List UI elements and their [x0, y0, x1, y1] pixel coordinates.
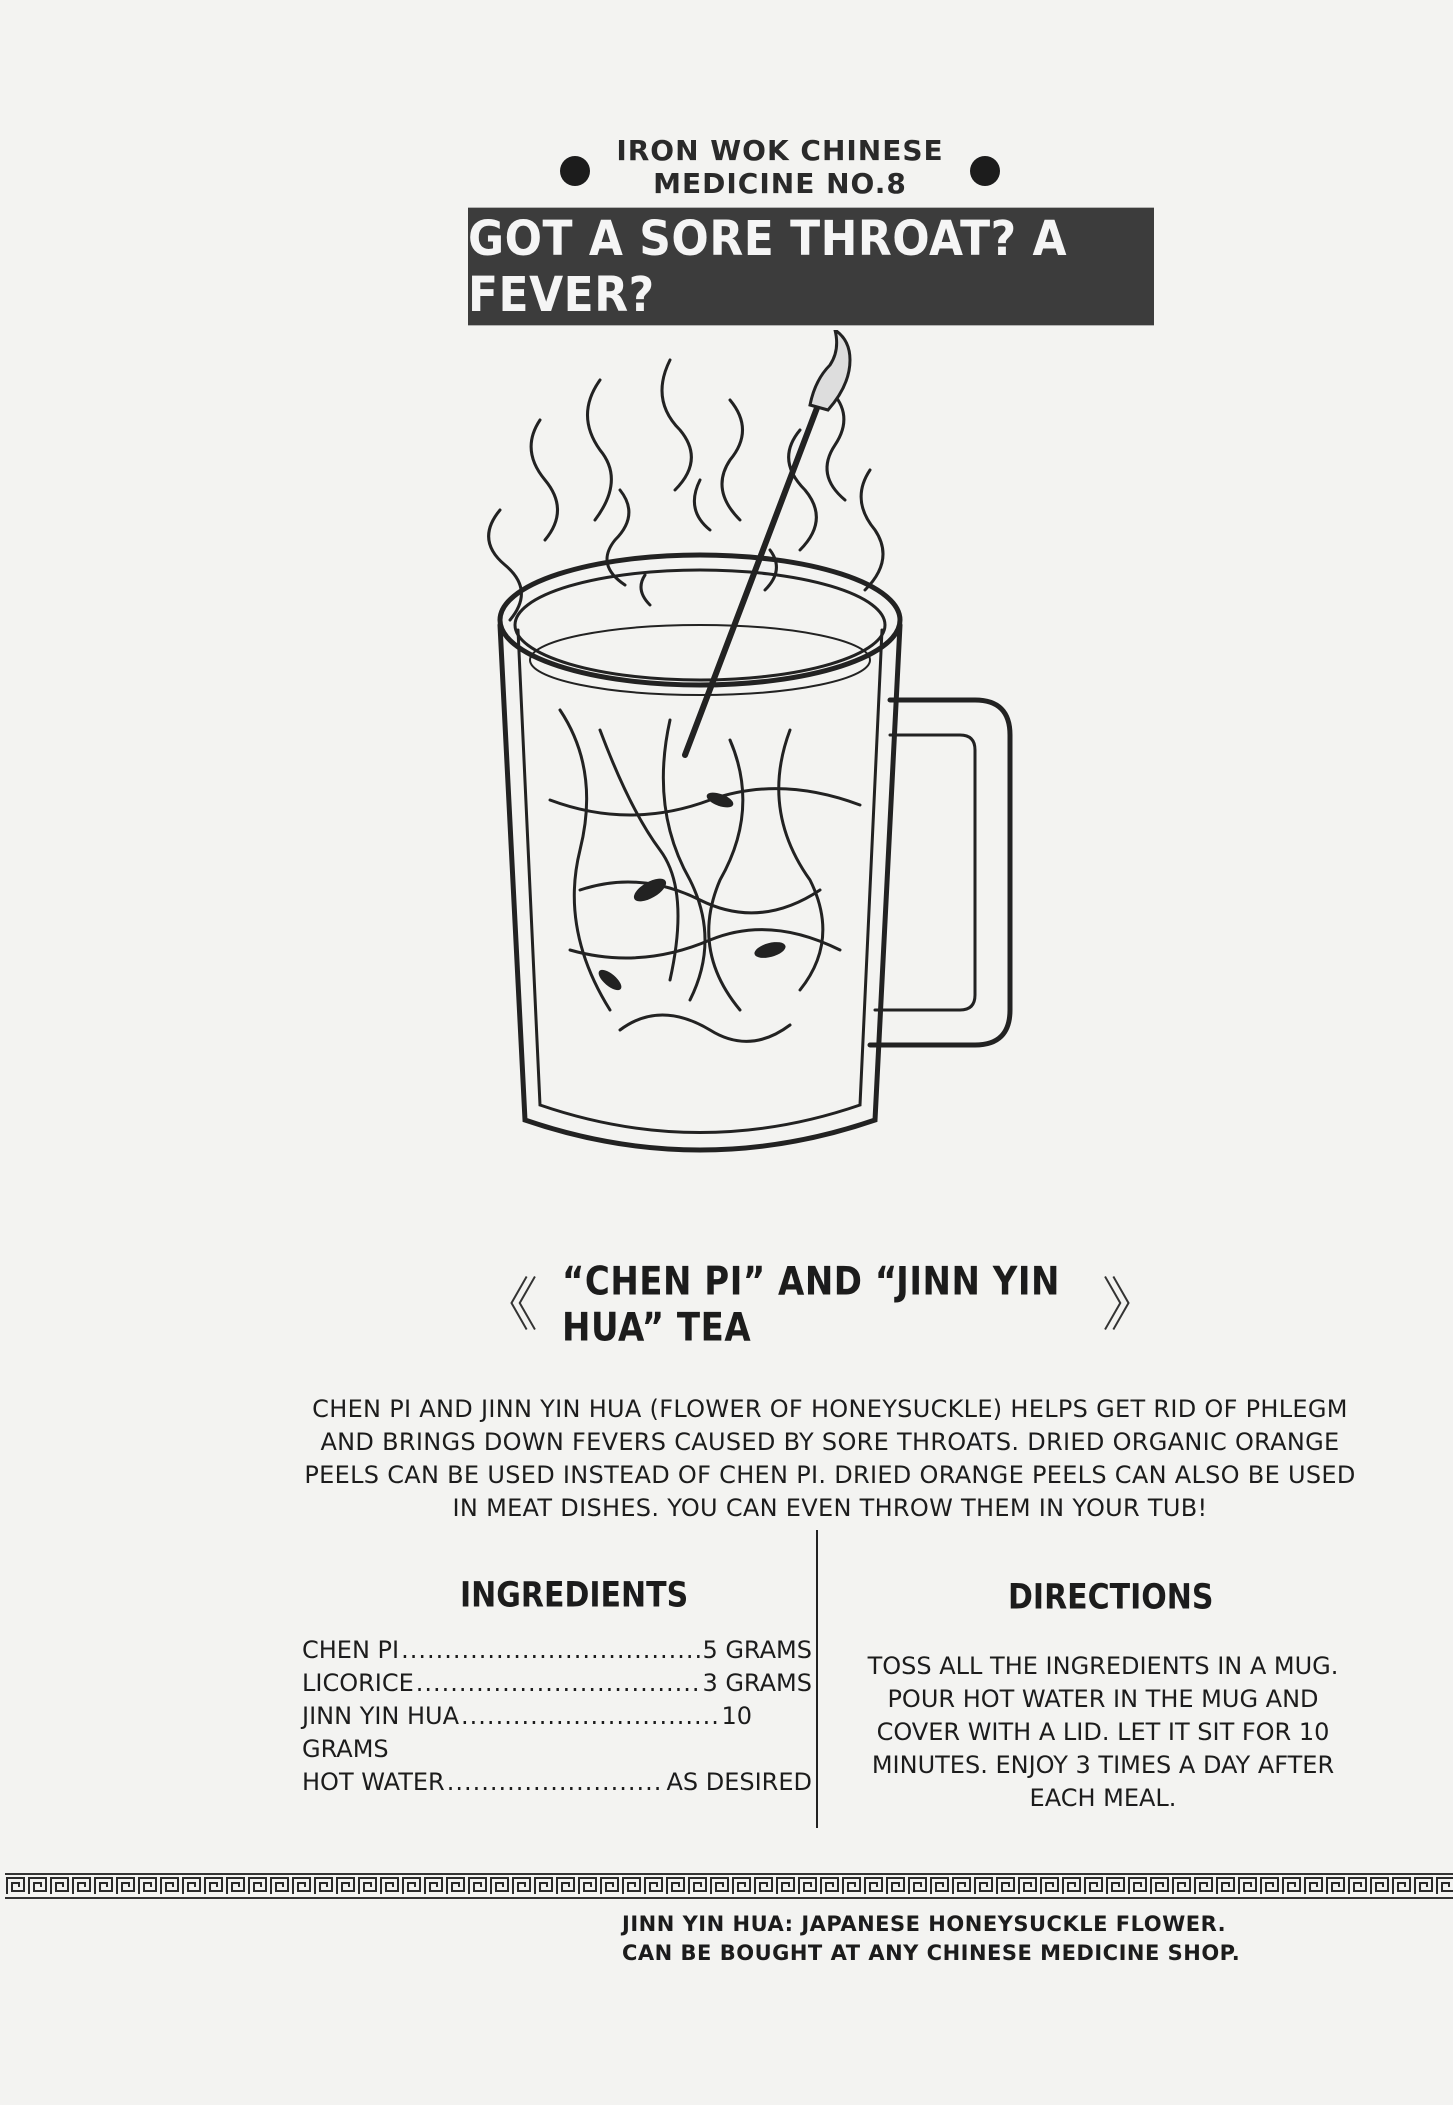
column-divider: [816, 1530, 818, 1828]
ingredient-amount: AS DESIRED: [666, 1768, 812, 1796]
intro-line: CHEN PI AND JINN YIN HUA (FLOWER OF HONEYSUCKLE) HELPS GET RID OF PHLEGM: [312, 1395, 1348, 1423]
ingredient-name: JINN YIN HUA: [302, 1702, 460, 1730]
direction-line: TOSS ALL THE INGREDIENTS IN A MUG.: [867, 1652, 1339, 1680]
greek-key-pattern-icon: [5, 1875, 1453, 1897]
headline-banner: [468, 208, 1154, 326]
ingredient-row: [302, 1634, 812, 1667]
dot-leader: [461, 1700, 719, 1733]
series-header: [560, 134, 1000, 204]
ingredients-heading: INGREDIENTS: [460, 1575, 689, 1616]
greek-key-border-icon: [5, 1873, 1453, 1899]
intro-line: PEELS CAN BE USED INSTEAD OF CHEN PI. DRIED ORANGE PEELS CAN ALSO BE USED: [304, 1461, 1356, 1489]
ingredient-amount: 5 GRAMS: [702, 1636, 812, 1664]
ingredient-amount: 10: [721, 1702, 752, 1730]
ingredient-name: HOT WATER: [302, 1768, 445, 1796]
direction-line: COVER WITH A LID. LET IT SIT FOR 10: [876, 1718, 1330, 1746]
recipe-name: “CHEN PI” AND “JINN YIN HUA” TEA: [562, 1259, 1060, 1351]
direction-line: EACH MEAL.: [1029, 1784, 1177, 1812]
dot-leader: [416, 1667, 701, 1700]
directions-text: [838, 1650, 1368, 1815]
footnote: [622, 1910, 1382, 1968]
series-title-line1: IRON WOK CHINESE: [616, 134, 944, 167]
ingredient-row: [302, 1667, 812, 1700]
intro-line: IN MEAT DISHES. YOU CAN EVEN THROW THEM IN YOUR TUB!: [452, 1494, 1208, 1522]
footnote-line2: CAN BE BOUGHT AT ANY CHINESE MEDICINE SHOP.: [622, 1941, 1241, 1965]
dot-leader: [447, 1766, 665, 1799]
recipe-intro: [280, 1393, 1380, 1525]
bullet-dot-right-icon: [970, 156, 1000, 186]
ingredient-row: [302, 1700, 812, 1733]
direction-line: POUR HOT WATER IN THE MUG AND: [887, 1685, 1319, 1713]
dot-leader: [401, 1634, 700, 1667]
ingredient-row: [302, 1766, 812, 1799]
directions-heading: DIRECTIONS: [1008, 1577, 1214, 1618]
ingredient-amount: 3 GRAMS: [702, 1669, 812, 1697]
series-title-line2: MEDICINE NO.8: [653, 167, 907, 200]
ingredient-name: CHEN PI: [302, 1636, 400, 1664]
intro-line: AND BRINGS DOWN FEVERS CAUSED BY SORE THROATS. DRIED ORGANIC ORANGE: [320, 1428, 1340, 1456]
series-title: [600, 134, 960, 200]
footnote-line1: JINN YIN HUA: JAPANESE HONEYSUCKLE FLOWER.: [622, 1912, 1227, 1936]
ingredient-wrap-text: GRAMS: [302, 1735, 389, 1763]
tea-mug-illustration-icon: [470, 330, 1180, 1210]
direction-line: MINUTES. ENJOY 3 TIMES A DAY AFTER: [871, 1751, 1335, 1779]
ingredients-list: [302, 1634, 812, 1799]
bullet-dot-left-icon: [560, 156, 590, 186]
bracket-open-icon: 《: [480, 1271, 539, 1339]
bracket-close-icon: 》: [1101, 1271, 1160, 1339]
recipe-title: [480, 1259, 1160, 1351]
ingredient-name: LICORICE: [302, 1669, 414, 1697]
headline-text: GOT A SORE THROAT? A FEVER?: [468, 210, 1068, 323]
